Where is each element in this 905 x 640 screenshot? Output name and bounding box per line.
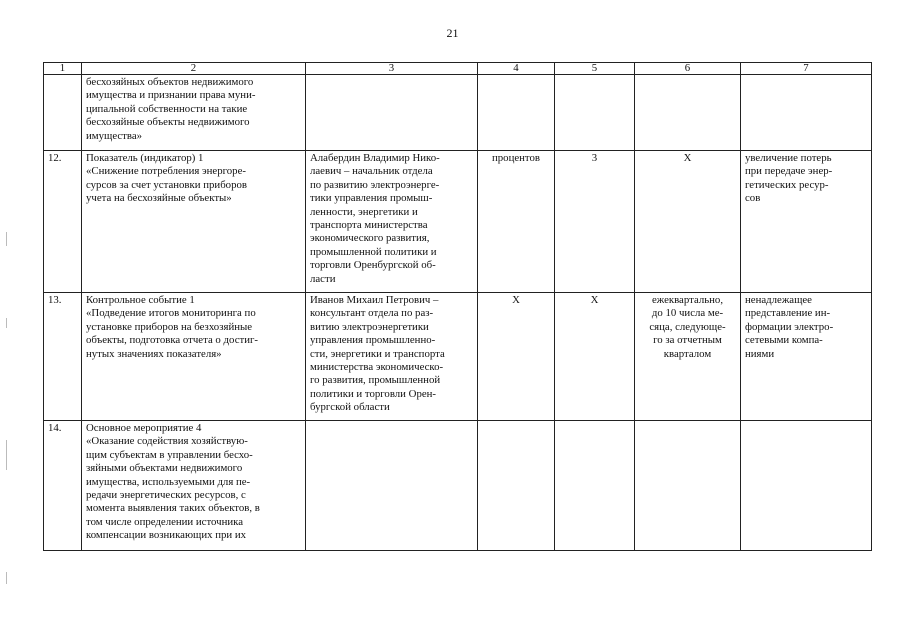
measures-table: [43, 62, 872, 551]
column-number: 4: [478, 63, 555, 75]
deadline: ежеквартально, до 10 числа ме- сяца, следующе- го за отчетным кварталом: [649, 294, 726, 360]
risk: увеличение потерь при передаче энер- гетических ресур- сов: [745, 152, 833, 205]
margin-mark: [6, 440, 7, 470]
margin-mark: [6, 318, 7, 328]
value: 3: [591, 152, 598, 164]
margin-mark: [6, 232, 7, 246]
column-number: 6: [635, 63, 741, 75]
deadline: X: [683, 152, 692, 164]
table-row: [44, 75, 872, 151]
row-number: 14.: [44, 421, 82, 551]
row-number: 12.: [44, 151, 82, 293]
column-number: 3: [306, 63, 478, 75]
table-row: [44, 293, 872, 421]
responsible-person: Иванов Михаил Петрович – консультант отдела по раз- витию электроэнергетики управления промышленно- сти, энергетики и транспорта министерства экономическо- го развития, промышленной политики и торговли Орен- бургской области: [310, 294, 445, 414]
column-number: 2: [82, 63, 306, 75]
row-number: [44, 75, 82, 151]
measure-name: Основное мероприятие 4 «Оказание содействия хозяйствую- щим субъектам в управлении бесхо- зяйными объектами недвижимого имущества, используемыми для пе- редачи энергетических ресурсов, с момента выявления таких объектов, в том числе определении источника компенсации возникающих при их: [86, 422, 260, 542]
margin-mark: [6, 572, 7, 584]
row-number: 13.: [44, 293, 82, 421]
unit: X: [512, 294, 520, 306]
measure-name: бесхозяйных объектов недвижимого имущества и признании права муни- ципальной собственности на такие бесхозяйные объекты недвижимого имущества»: [86, 76, 256, 142]
column-number: 5: [555, 63, 635, 75]
risk: ненадлежащее представление ин- формации электро- сетевыми компа- ниями: [745, 294, 834, 360]
page-number: 21: [446, 26, 459, 40]
table-row: [44, 151, 872, 293]
table-row: [44, 421, 872, 551]
measure-name: Показатель (индикатор) 1 «Снижение потребления энергоре- сурсов за счет установки приборов учета на бесхозяйные объекты»: [86, 152, 247, 205]
measure-name: Контрольное событие 1 «Подведение итогов мониторинга по установке приборов на безхозяйные объекты, подготовка отчета о достиг- нутых значениях показателя»: [86, 294, 259, 360]
column-number: 7: [741, 63, 872, 75]
unit: процентов: [492, 152, 540, 164]
column-number: 1: [44, 63, 82, 75]
responsible-person: Алабердин Владимир Нико- лаевич – начальник отдела по развитию электроэнерге- тики управления промыш- ленности, энергетики и транспорта министерства экономического развития, промышленной политики и торговли Оренбургской об- ласти: [310, 152, 440, 285]
value: X: [590, 294, 599, 306]
column-number-row: [44, 63, 872, 75]
